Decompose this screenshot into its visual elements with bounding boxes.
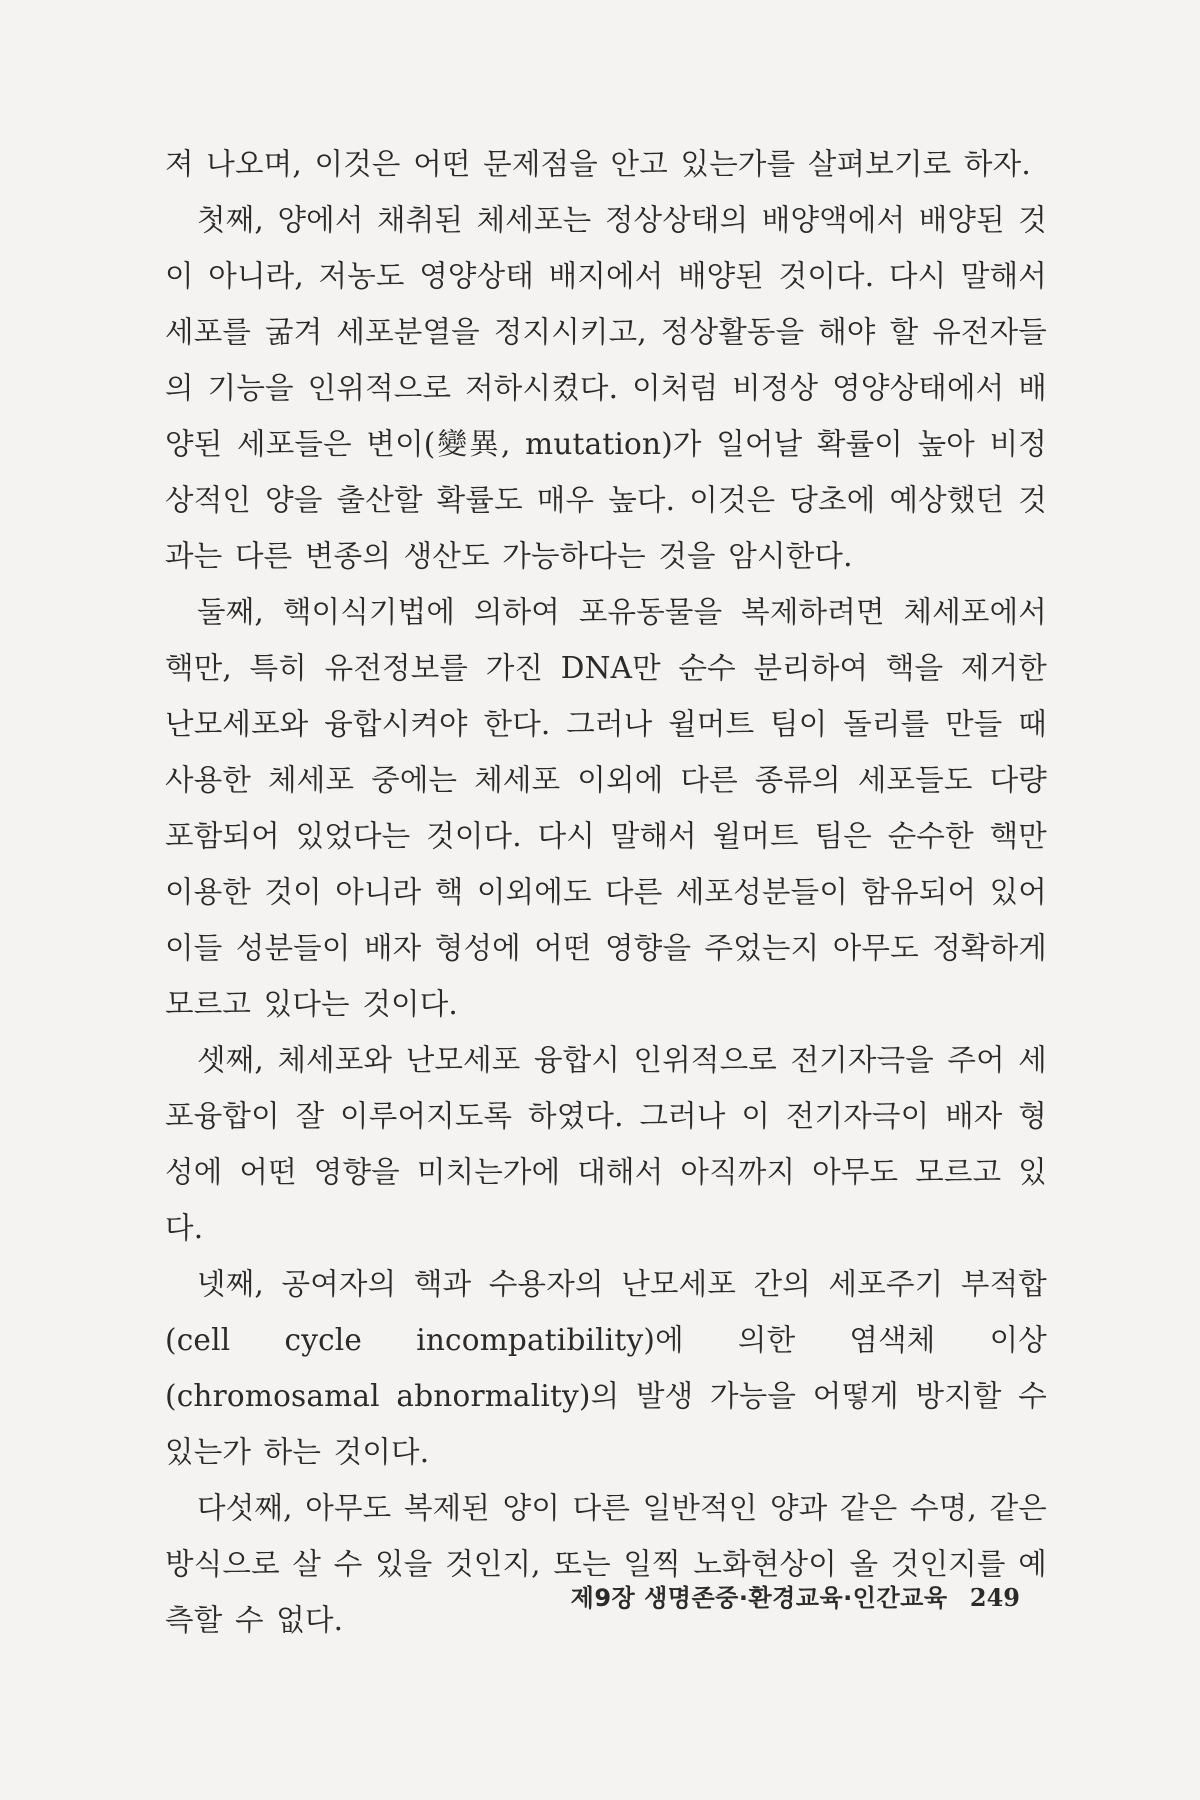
running-footer: [0, 1578, 1020, 1613]
paragraph-third-issue: 셋째, 체세포와 난모세포 융합시 인위적으로 전기자극을 주어 세포융합이 잘 이루어지도록 하였다. 그러나 이 전기자극이 배자 형성에 어떤 영향을 미치는가에 대해서 아직까지 아무도 모르고 있다.: [165, 1043, 1047, 1245]
paragraph-continuation: 져 나오며, 이것은 어떤 문제점을 안고 있는가를 살펴보기로 하자.: [165, 147, 1031, 181]
paragraph-fifth-issue: 다섯째, 아무도 복제된 양이 다른 일반적인 양과 같은 수명, 같은 방식으로 살 수 있을 것인지, 또는 일찍 노화현상이 올 것인지를 예측할 수 없다.: [165, 1491, 1047, 1637]
paragraph-second-issue: 둘째, 핵이식기법에 의하여 포유동물을 복제하려면 체세포에서 핵만, 특히 유전정보를 가진 DNA만 순수 분리하여 핵을 제거한 난모세포와 융합시켜야 한다. 그러나 윌머트 팀이 돌리를 만들 때 사용한 체세포 중에는 체세포 이외에 다른 종류의 세포들도 다량 포함되어 있었다는 것이다. 다시 말해서 윌머트 팀은 순수한 핵만 이용한 것이 아니라 핵 이외에도 다른 세포성분들이 함유되어 있어 이들 성분들이 배자 형성에 어떤 영향을 주었는지 아무도 정확하게 모르고 있다는 것이다.: [165, 595, 1047, 1021]
body-text: [165, 136, 1047, 1648]
paragraph-fourth-issue: 넷째, 공여자의 핵과 수용자의 난모세포 간의 세포주기 부적합(cell cycle incompatibility)에 의한 염색체 이상(chromosamal abnormality)의 발생 가능을 어떻게 방지할 수 있는가 하는 것이다.: [165, 1267, 1047, 1469]
paragraph-first-issue: 첫째, 양에서 채취된 체세포는 정상상태의 배양액에서 배양된 것이 아니라, 저농도 영양상태 배지에서 배양된 것이다. 다시 말해서 세포를 굶겨 세포분열을 정지시키고, 정상활동을 해야 할 유전자들의 기능을 인위적으로 저하시켰다. 이처럼 비정상 영양상태에서 배양된 세포들은 변이(變異, mutation)가 일어날 확률이 높아 비정상적인 양을 출산할 확률도 매우 높다. 이것은 당초에 예상했던 것과는 다른 변종의 생산도 가능하다는 것을 암시한다.: [165, 203, 1047, 573]
chapter-title: 제9장 생명존중·환경교육·인간교육: [570, 1584, 948, 1612]
page-number: 249: [969, 1583, 1020, 1612]
